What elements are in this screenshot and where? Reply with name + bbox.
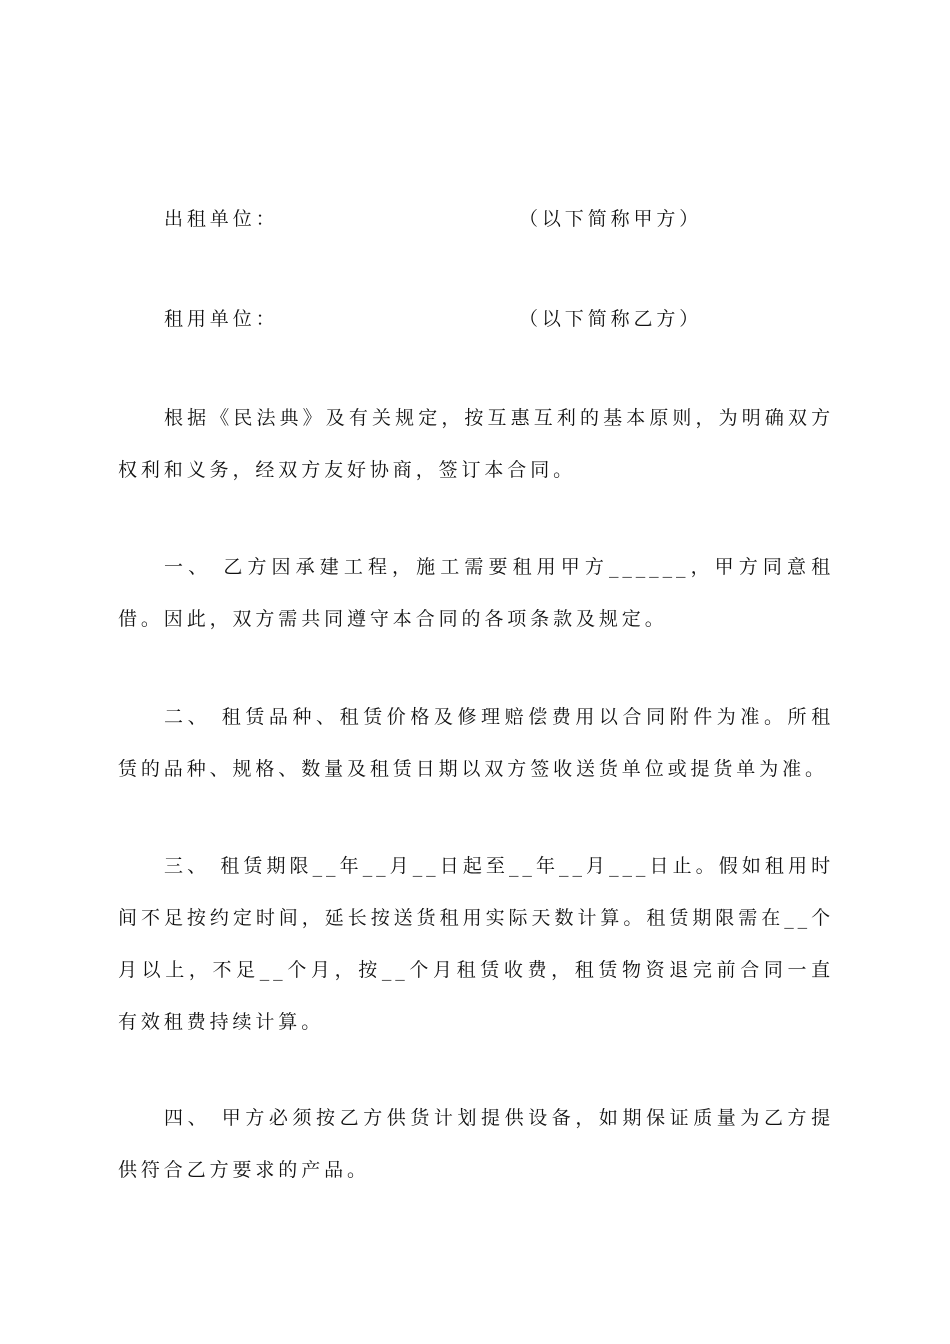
lessee-note: （以下简称乙方） (519, 308, 703, 330)
clause-4-paragraph: 四、 甲方必须按乙方供货计划提供设备，如期保证质量为乙方提供符合乙方要求的产品。 (118, 1107, 834, 1181)
clause-2-paragraph: 二、 租赁品种、租赁价格及修理赔偿费用以合同附件为准。所租赁的品种、规格、数量及租赁日期以双方签收送货单位或提货单为准。 (118, 706, 834, 780)
lessor-label: 出租单位： (164, 208, 279, 230)
clause-3-paragraph: 三、 租赁期限__年__月__日起至__年__月___日止。假如租用时间不足按约定时间，延长按送货租用实际天数计算。租赁期限需在__个月以上，不足__个月，按__个月租赁收费，租赁物资退完前合同一直有效租费持续计算。 (118, 855, 834, 1033)
clause-1-paragraph: 一、 乙方因承建工程，施工需要租用甲方______，甲方同意租借。因此，双方需共同遵守本合同的各项条款及规定。 (118, 556, 834, 630)
preamble-paragraph: 根据《民法典》及有关规定，按互惠互利的基本原则，为明确双方权利和义务，经双方友好协商，签订本合同。 (118, 407, 834, 481)
lessor-note: （以下简称甲方） (519, 208, 703, 230)
lessee-label: 租用单位： (164, 308, 279, 330)
